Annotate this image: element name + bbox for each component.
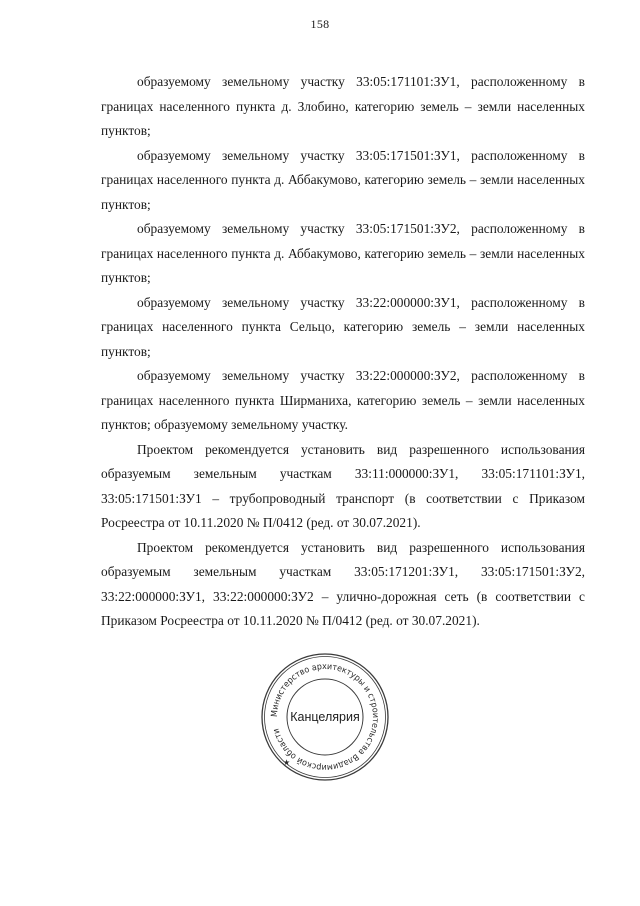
paragraph-plot-33-05-171501-zu2: образуемому земельному участку 33:05:171501:ЗУ2, расположенному в границах населенного пункта д. Аббакумово, категорию земель – земли населенных пунктов; bbox=[101, 221, 585, 285]
stamp-ring-text: Министерство архитектуры и строительства Владимирской области bbox=[269, 661, 381, 773]
paragraph-plot-33-22-000000-zu2: образуемому земельному участку 33:22:000000:ЗУ2, расположенному в границах населенного пункта Ширманиха, категорию земель – земли населенных пунктов; образуемому земельному участку. bbox=[101, 368, 585, 432]
paragraph-plot-33-22-000000-zu1: образуемому земельному участку 33:22:000000:ЗУ1, расположенному в границах населенного пункта Сельцо, категорию земель – земли населенных пунктов; bbox=[101, 294, 585, 359]
stamp-star-icon: ★ bbox=[283, 758, 291, 767]
paragraph-street-network-recommendation: Проектом рекомендуется установить вид разрешенного использования образуемым земельным участкам 33:05:171201:ЗУ1, 33:05:171501:ЗУ2, 33:22:000000:ЗУ1, 33:22:000000:ЗУ2 – улично-дорожная сеть (в соответствии с Приказом Росреестра от 10.11.2020 № П/0412 (ред. от 30.07.2021). bbox=[101, 539, 585, 628]
stamp-seal-icon bbox=[258, 650, 392, 784]
body-text bbox=[101, 70, 585, 634]
paragraph-pipeline-transport-recommendation: Проектом рекомендуется установить вид разрешенного использования образуемым земельным участкам 33:11:000000:ЗУ1, 33:05:171101:ЗУ1, 33:05:171501:ЗУ1 – трубопроводный транспорт (в соответствии с Приказом Росреестра от 10.11.2020 № П/0412 (ред. от 30.07.2021). bbox=[101, 441, 585, 530]
page-number: 158 bbox=[310, 17, 330, 31]
stamp-center-text: Канцелярия bbox=[290, 710, 360, 724]
office-stamp bbox=[258, 650, 392, 784]
paragraph-plot-33-05-171101-zu1: образуемому земельному участку 33:05:171101:ЗУ1, расположенному в границах населенного пункта д. Злобино, категорию земель – земли населенных пунктов; bbox=[101, 74, 585, 138]
paragraph-plot-33-05-171501-zu1: образуемому земельному участку 33:05:171501:ЗУ1, расположенному в границах населенного пункта д. Аббакумово, категорию земель – земли населенных пунктов; bbox=[101, 147, 585, 212]
